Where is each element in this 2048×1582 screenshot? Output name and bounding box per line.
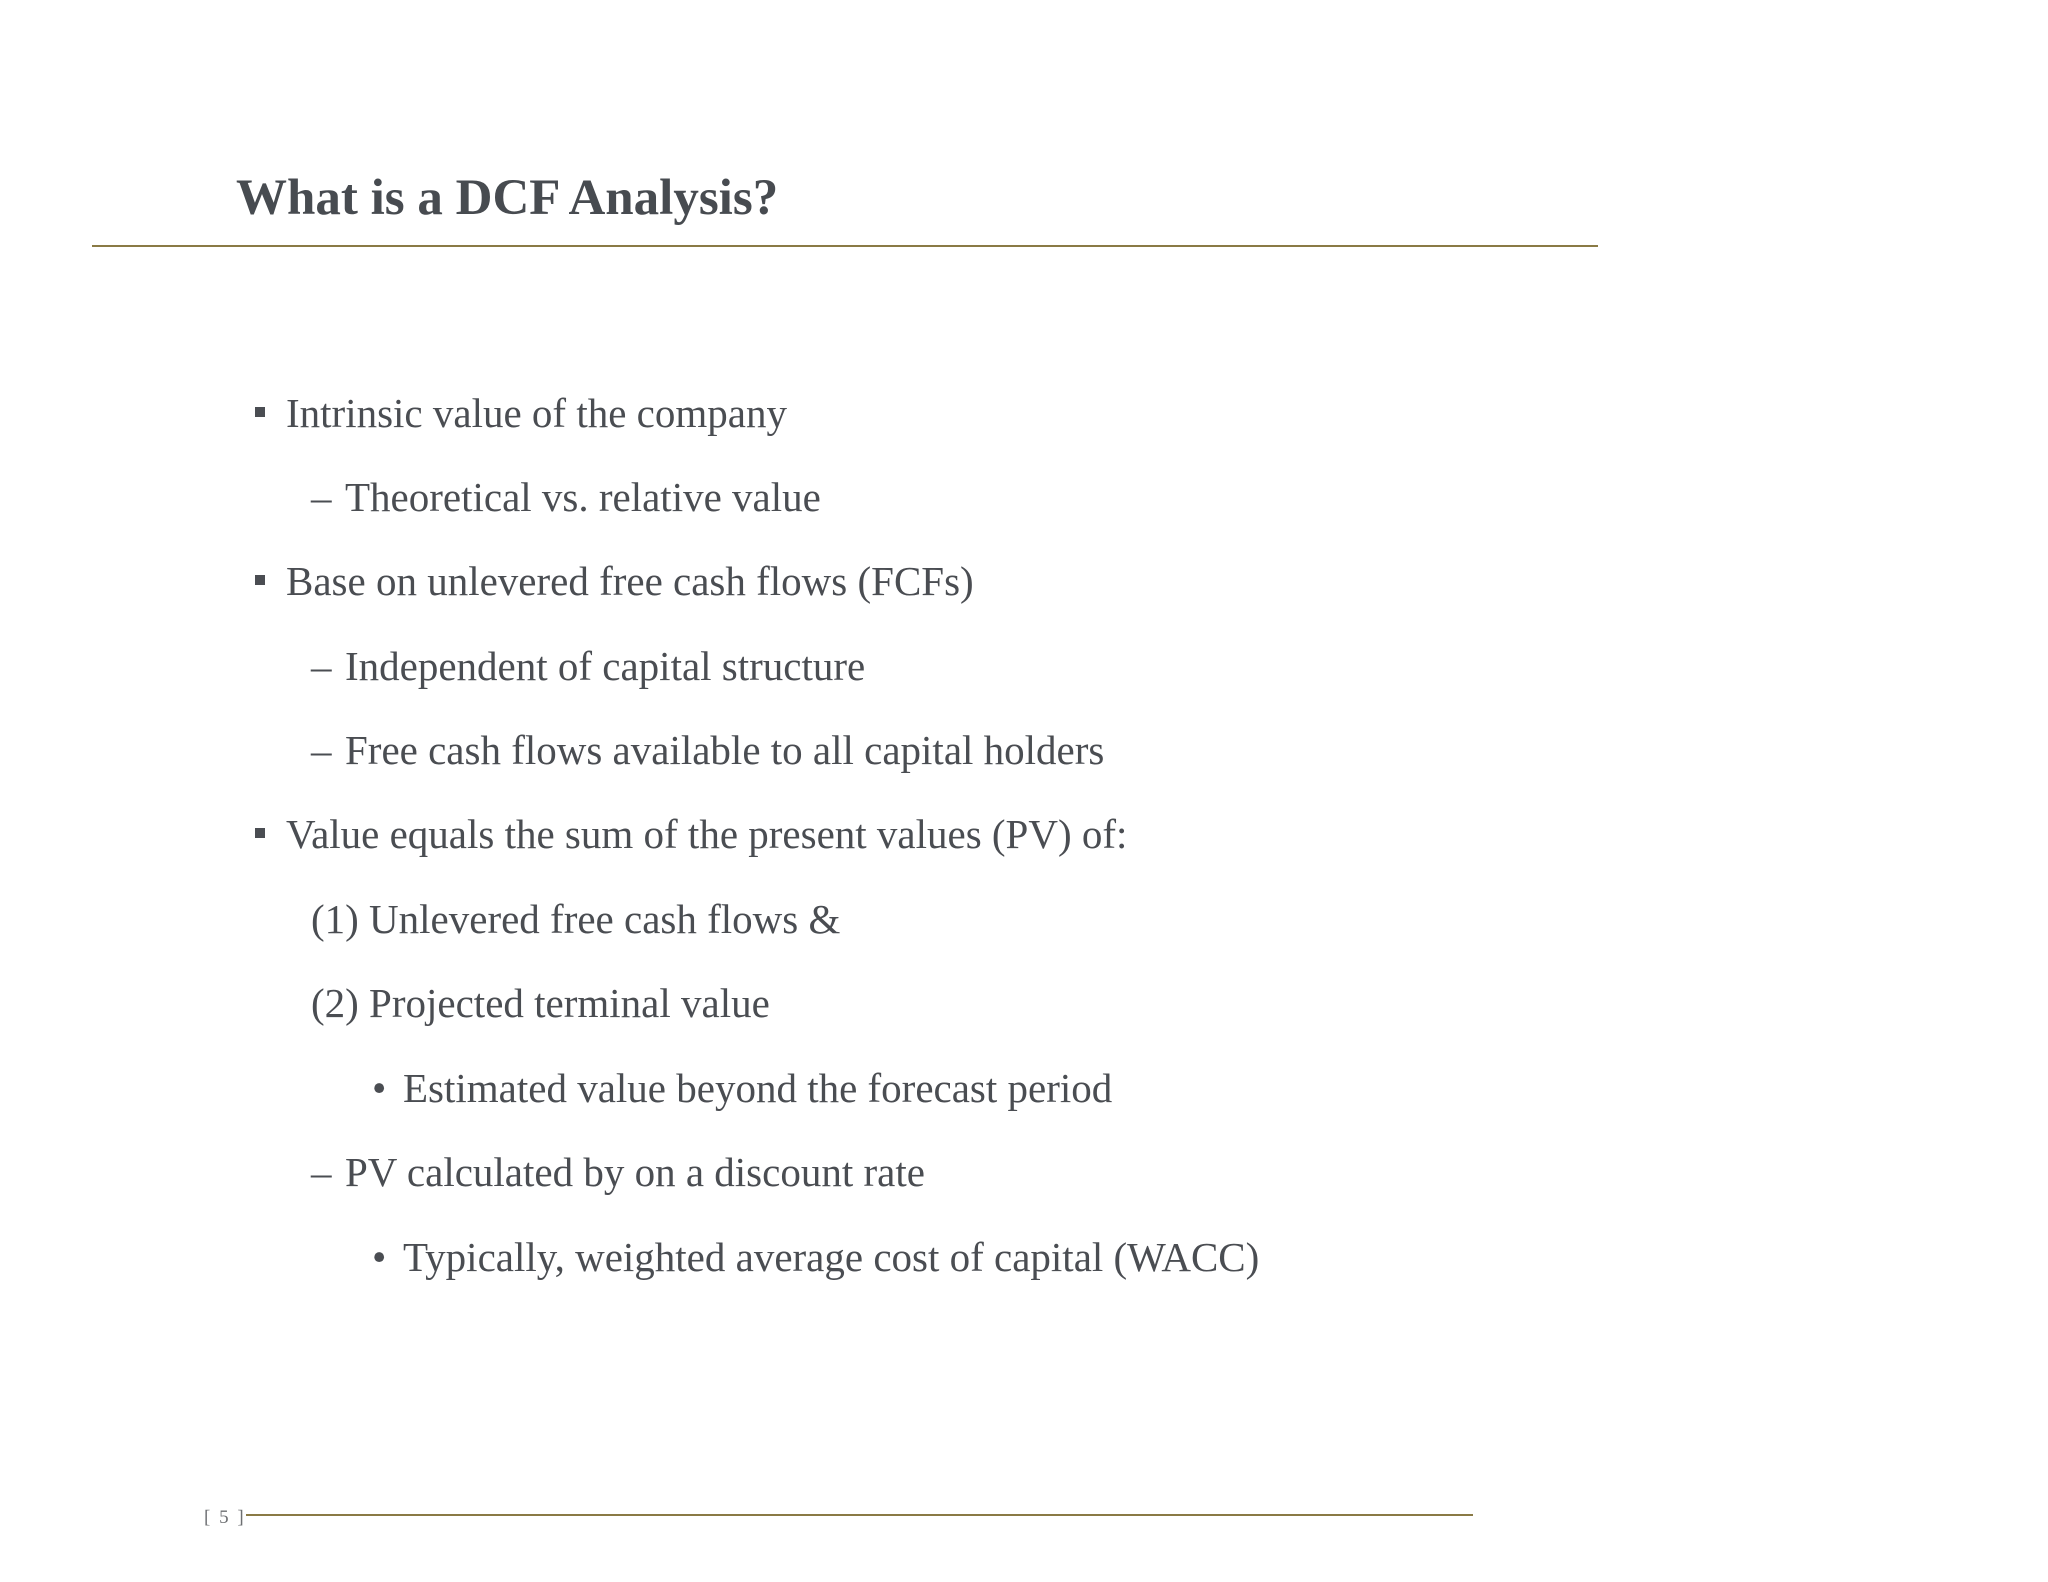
title-divider: [92, 245, 1598, 247]
sub-item-wacc: Typically, weighted average cost of capital (WACC): [403, 1234, 1260, 1280]
footer-divider: [246, 1514, 1473, 1516]
dash-marker: –: [311, 643, 332, 689]
item-unlevered-fcf: (1) Unlevered free cash flows &: [311, 896, 841, 942]
item-terminal-value: (2) Projected terminal value: [311, 980, 770, 1026]
dash-marker: –: [311, 727, 332, 773]
square-bullet-icon: [255, 828, 265, 838]
sub-bullet-capital-structure: Independent of capital structure: [345, 643, 866, 689]
sub-bullet-capital-holders: Free cash flows available to all capital holders: [345, 727, 1105, 773]
bullet-present-values: Value equals the sum of the present values (PV) of:: [286, 811, 1128, 857]
sub-bullet-discount-rate: PV calculated by on a discount rate: [345, 1149, 925, 1195]
bullet-intrinsic-value: Intrinsic value of the company: [286, 390, 787, 436]
dash-marker: –: [311, 474, 332, 520]
square-bullet-icon: [255, 575, 265, 585]
square-bullet-icon: [255, 407, 265, 417]
dash-marker: –: [311, 1149, 332, 1195]
sub-item-forecast-period: Estimated value beyond the forecast period: [403, 1065, 1113, 1111]
bullet-unlevered-fcf: Base on unlevered free cash flows (FCFs): [286, 558, 974, 604]
dot-marker: •: [372, 1065, 387, 1111]
sub-bullet-theoretical: Theoretical vs. relative value: [345, 474, 821, 520]
dot-marker: •: [372, 1234, 387, 1280]
slide-title: What is a DCF Analysis?: [236, 170, 779, 226]
page-number: [ 5 ]: [204, 1507, 246, 1528]
